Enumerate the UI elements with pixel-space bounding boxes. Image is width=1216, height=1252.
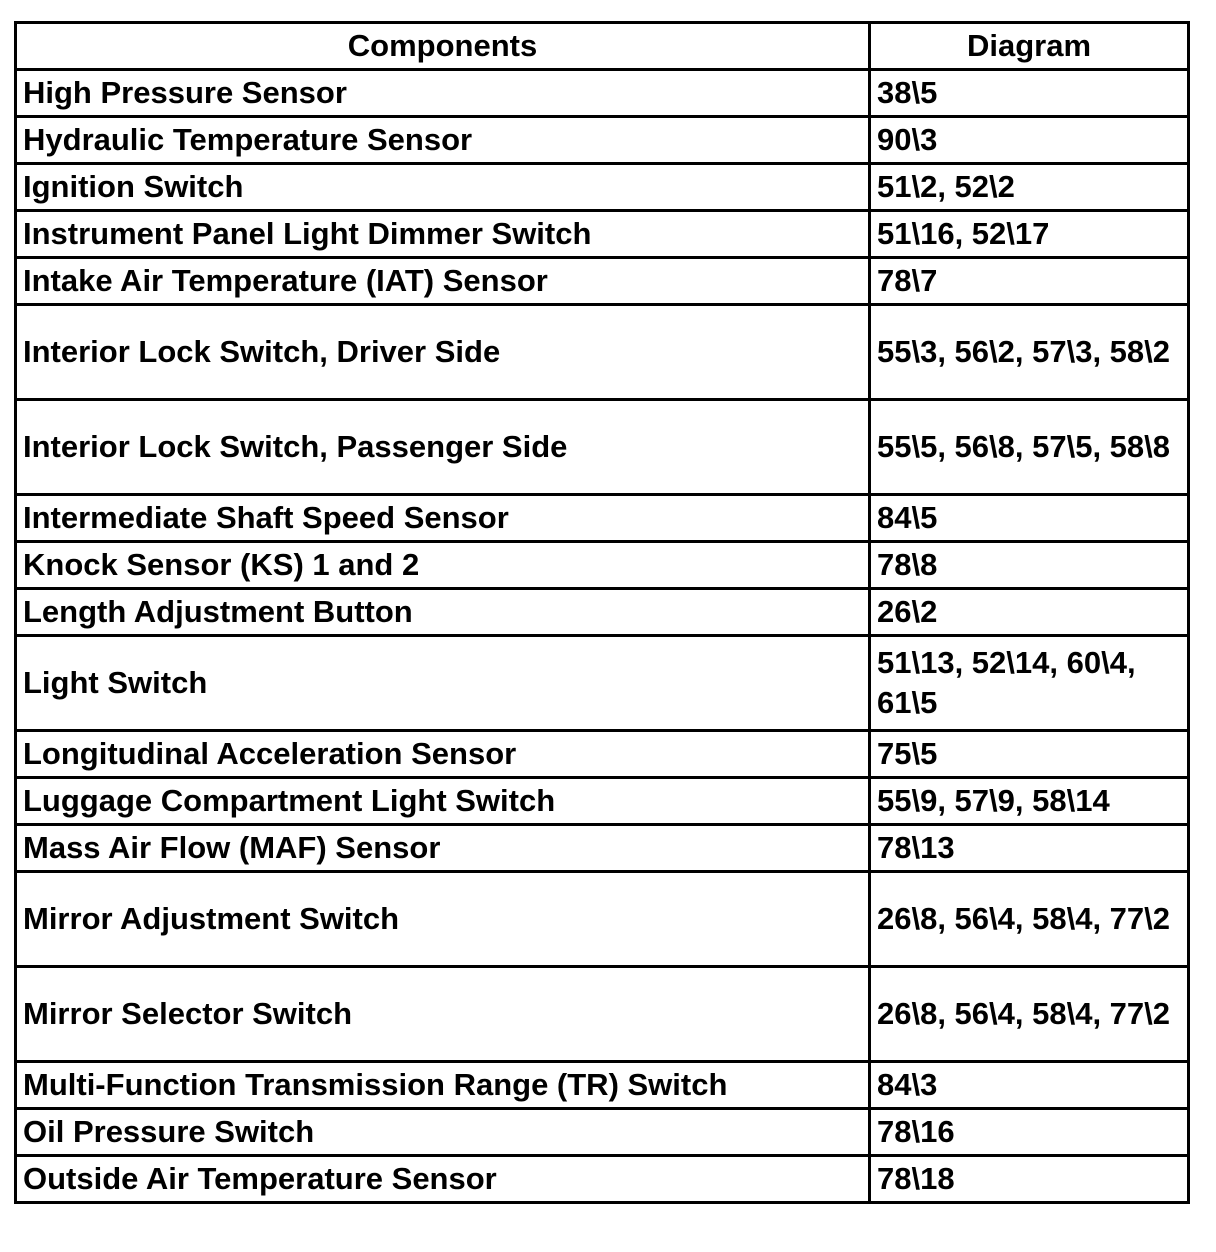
component-cell: Hydraulic Temperature Sensor (16, 117, 870, 164)
diagram-cell: 51\2, 52\2 (870, 164, 1189, 211)
diagram-cell: 78\8 (870, 542, 1189, 589)
component-cell: Ignition Switch (16, 164, 870, 211)
table-row (16, 70, 1189, 117)
column-header-diagram: Diagram (870, 23, 1189, 70)
component-cell: Interior Lock Switch, Passenger Side (16, 400, 870, 495)
table-row (16, 211, 1189, 258)
diagram-cell: 78\16 (870, 1109, 1189, 1156)
component-cell: Instrument Panel Light Dimmer Switch (16, 211, 870, 258)
table-row (16, 1156, 1189, 1203)
component-cell: Luggage Compartment Light Switch (16, 778, 870, 825)
table-row (16, 636, 1189, 731)
component-cell: High Pressure Sensor (16, 70, 870, 117)
diagram-cell: 38\5 (870, 70, 1189, 117)
component-cell: Length Adjustment Button (16, 589, 870, 636)
table-row (16, 731, 1189, 778)
component-cell: Mirror Adjustment Switch (16, 872, 870, 967)
table-row (16, 825, 1189, 872)
diagram-cell: 75\5 (870, 731, 1189, 778)
diagram-cell: 84\3 (870, 1062, 1189, 1109)
diagram-cell: 55\9, 57\9, 58\14 (870, 778, 1189, 825)
table-row (16, 164, 1189, 211)
diagram-cell: 55\5, 56\8, 57\5, 58\8 (870, 400, 1189, 495)
diagram-cell: 26\8, 56\4, 58\4, 77\2 (870, 967, 1189, 1062)
table-row (16, 1062, 1189, 1109)
table-row (16, 778, 1189, 825)
table-row (16, 872, 1189, 967)
diagram-cell: 84\5 (870, 495, 1189, 542)
diagram-cell: 78\7 (870, 258, 1189, 305)
component-cell: Mirror Selector Switch (16, 967, 870, 1062)
diagram-cell: 26\8, 56\4, 58\4, 77\2 (870, 872, 1189, 967)
table-row (16, 400, 1189, 495)
table-row (16, 117, 1189, 164)
components-diagram-table (14, 21, 1190, 1204)
component-cell: Outside Air Temperature Sensor (16, 1156, 870, 1203)
component-cell: Multi-Function Transmission Range (TR) Switch (16, 1062, 870, 1109)
component-cell: Knock Sensor (KS) 1 and 2 (16, 542, 870, 589)
table-row (16, 589, 1189, 636)
diagram-cell: 78\18 (870, 1156, 1189, 1203)
diagram-cell: 51\16, 52\17 (870, 211, 1189, 258)
table-row (16, 495, 1189, 542)
diagram-cell: 90\3 (870, 117, 1189, 164)
diagram-cell: 78\13 (870, 825, 1189, 872)
table-row (16, 305, 1189, 400)
table-row (16, 1109, 1189, 1156)
component-cell: Intermediate Shaft Speed Sensor (16, 495, 870, 542)
component-cell: Longitudinal Acceleration Sensor (16, 731, 870, 778)
component-cell: Intake Air Temperature (IAT) Sensor (16, 258, 870, 305)
component-cell: Interior Lock Switch, Driver Side (16, 305, 870, 400)
diagram-cell: 51\13, 52\14, 60\4, 61\5 (870, 636, 1189, 731)
component-cell: Light Switch (16, 636, 870, 731)
table-header-row (16, 23, 1189, 70)
diagram-cell: 26\2 (870, 589, 1189, 636)
table-row (16, 967, 1189, 1062)
component-cell: Oil Pressure Switch (16, 1109, 870, 1156)
component-cell: Mass Air Flow (MAF) Sensor (16, 825, 870, 872)
diagram-cell: 55\3, 56\2, 57\3, 58\2 (870, 305, 1189, 400)
column-header-components: Components (16, 23, 870, 70)
table-row (16, 258, 1189, 305)
table-row (16, 542, 1189, 589)
